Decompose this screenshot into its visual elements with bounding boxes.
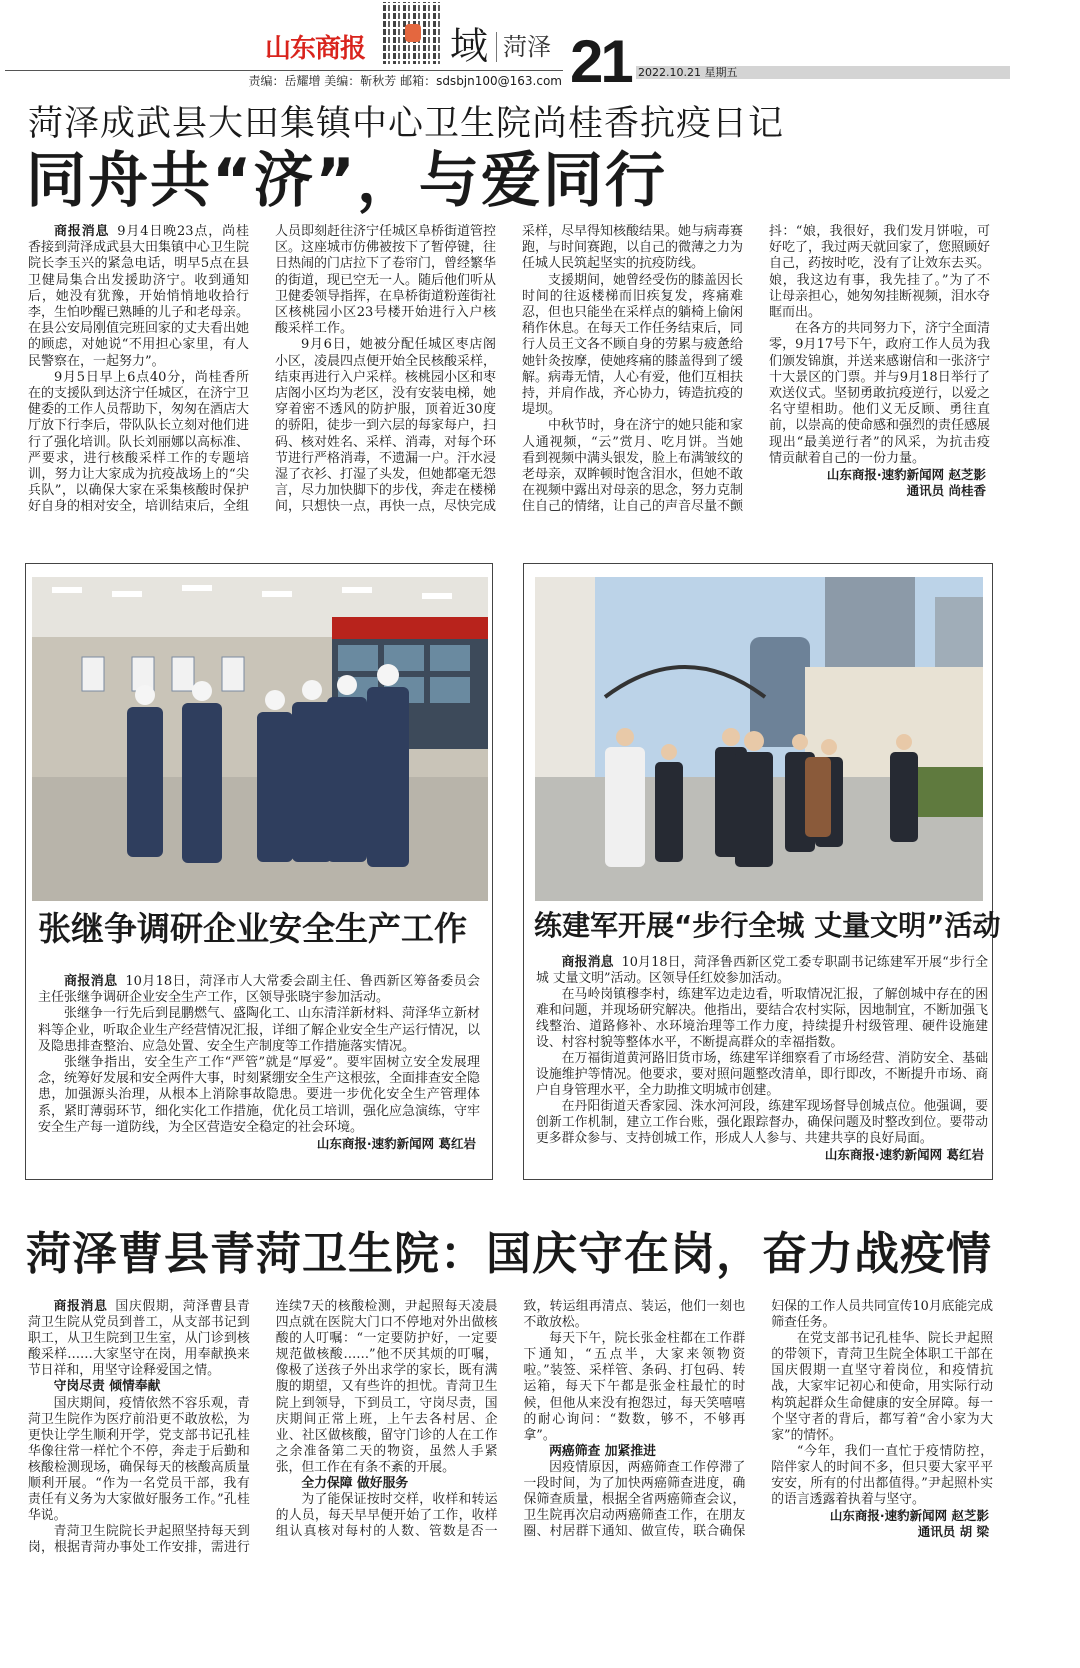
paragraph: 在各方的共同努力下，济宁全面清零，9月17号下午，政府工作人员为我们颁发锦旗，并送来感谢信和一张济宁十大景区的门票。并与9月18日举行了欢送仪式。坚韧勇敢抗疫逆行，以爱之名守望相助。他们义无反顾、勇往直前，以崇高的使命感和强烈的责任感展现出“最美逆行者”的风采，为抗击疫情贡献着自己的一份力量。	[769, 321, 990, 466]
paragraph	[28, 224, 249, 370]
newspaper-logo: 山东商报	[265, 34, 366, 64]
editors-line: 责编：岳耀增 美编：靳秋芳 邮箱：sdsbjn100@163.com	[248, 74, 562, 88]
byline-correspondent: 通讯员 胡 梁	[917, 1524, 989, 1540]
lead-tag: 商报消息	[64, 974, 118, 989]
lead-tag: 商报消息	[561, 955, 614, 970]
paragraph	[536, 955, 988, 987]
section-heading: 全力保障 做好服务	[301, 1476, 409, 1492]
article2-photo	[32, 577, 488, 901]
paragraph	[38, 974, 480, 1006]
paragraph: 在万福街道黄河路旧货市场，练建军详细察看了市场经营、消防安全、基础设施维护等情况。他要求，要对照问题整改清单，即行即改，不断提升市场、商户自身管理水平，全力助推文明城市创建。	[536, 1051, 988, 1098]
lead-tag: 商报消息	[54, 224, 110, 239]
paragraph-text: 10月18日，菏泽市人大常委会副主任、鲁西新区筹备委员会主任张继争调研企业安全生产工作，区领导张晓宇参加活动。	[38, 974, 480, 1006]
paragraph: 青菏卫生院院长尹起照坚持每天到岗，根据青菏办事处工作安排，需进行连续7天的核酸检测，尹起照每天凌晨四点就在医院大门口不停地对外出做核酸的人叮嘱：“一定要防护好，一定要规范做核酸……”他不厌其烦的叮嘱，像极了送孩子外出求学的家长，既有满腹的期望，又有些许的担忧。青菏卫生院上到领导，下到员工，守岗尽责，国庆期间正常上班，上午去各村居、企业、社区做核酸，留守门诊的人在工作之余准备第二天的物资，虽然人手紧张，但工作在有条不紊的开展。	[28, 1299, 498, 1556]
article1-subtitle: 菏泽成武县大田集镇中心卫生院尚桂香抗疫日记	[28, 104, 785, 144]
article2-body	[38, 974, 480, 1152]
header-rule	[5, 70, 563, 71]
article3-box	[523, 563, 1001, 1180]
section-name: 域	[450, 24, 489, 68]
paragraph: 9月5日早上6点40分，尚桂香所在的支援队到达济宁任城区，在济宁卫健委的工作人员帮助下，匆匆在酒店大厅放下行李后，带队队长立刻对他们进行了强化培训。队长刘丽娜以高标准、严要求，进行核酸采样工作的专题培训，努力让大家成为抗疫战场上的“尖兵队”，以确保大家在采集核酸时保护好自身的相对安全，培训结束后，全组人员即刻赶往济宁任城区阜桥街道管控区。这座城市仿佛被按下了暂停键，往日热闹的门店拉下了卷帘门，曾经繁华的街道，现已空无一人。随后他们听从卫健委领导指挥，在阜桥街道粉莲街社区核桃园小区23号楼开始进行入户核酸采样工作。	[28, 224, 497, 515]
paragraph-text: 10月18日，菏泽鲁西新区党工委专职副书记练建军开展“步行全城 丈量文明”活动。区领导任红姣参加活动。	[536, 955, 989, 986]
paragraph: 在丹阳街道天香家园、洙水河河段，练建军现场督导创城点位。他强调，要创新工作机制，建立工作台账，强化跟踪督办，确保问题及时整改到位。要带动更多群众参与、支持创城工作，形成人人参与、共建共享的良好局面。	[536, 1099, 988, 1146]
section-heading: 守岗尽责 倾情奉献	[53, 1379, 161, 1395]
article2-box	[25, 563, 493, 1180]
paragraph: “今年，我们一直忙于疫情防控，陪伴家人的时间不多，但只要大家平平安安，所有的付出都值得。”尹起照朴实的语言透露着执着与坚守。	[771, 1443, 993, 1508]
paragraph	[28, 1299, 250, 1379]
section-heading: 两癌筛查 加紧推进	[549, 1443, 656, 1459]
issue-date: 2022.10.21 星期五	[636, 66, 1010, 79]
article4-title: 菏泽曹县青菏卫生院：国庆守在岗，奋力战疫情	[26, 1227, 993, 1280]
paragraph: 在马岭岗镇穆李村，练建军边走边看，听取情况汇报，了解创城中存在的困难和问题，并现场研究解决。他指出，要结合农村实际，因地制宜，不断加强飞线整治、道路修补、水环境治理等工作力度，持续提升村级管理、硬件设施建设、村容村貌等整体水平，不断提高群众的幸福指数。	[536, 987, 988, 1050]
byline: 山东商报·速豹新闻网 葛红岩	[824, 1147, 984, 1162]
paragraph: 9月6日，她被分配任城区枣店阁小区，凌晨四点便开始全民核酸采样，结束再进行入户采样。核桃园小区和枣店阁小区均为老区，没有安装电梯，她穿着密不透风的防护服，顶着近30度的骄阳，徒步一到六层的每家每户，扫码、核对姓名、采样、消毒，对每个环节进行严格消毒，不遗漏一户。汗水浸湿了衣衫、打湿了头发，但她都毫无怨言，尽力加快脚下的步伐，奔走在楼梯间，只想快一点，再快一点，尽快完成采样，尽早得知核酸结果。她与病毒赛跑，与时间赛跑，以自己的微薄之力为任城人民筑起坚实的抗疫防线。	[275, 224, 744, 515]
paragraph: 为了能保证按时交样，收样和转运的人员，每天早早便开始了工作，收样组认真核对每村的人数、管数是否一致，转运组再清点、装运，他们一刻也不敢放松。	[275, 1299, 746, 1540]
article1-body	[28, 224, 990, 524]
paragraph: 支援期间，她曾经受伤的膝盖因长时间的往返楼梯而旧疾复发，疼痛难忍，但也只能坐在采样点的躺椅上偷闲稍作休息。在每天工作任务结束后，同行人员王文各不顾自身的劳累与疲惫给她针灸按摩，使她疼痛的膝盖得到了缓解。病毒无情，人心有爱，他们互相扶持，并肩作战，齐心协力，铸造抗疫的堤坝。	[522, 272, 744, 418]
paragraph: 张继争一行先后到昆鹏燃气、盛陶化工、山东清洋新材料、菏泽华立新材料等企业，听取企业生产经营情况汇报，详细了解企业安全生产运行情况，以及隐患排查整治、应急处置、安全生产制度等工作措施落实情况。	[38, 1006, 481, 1054]
qr-code	[383, 2, 443, 64]
article3-photo	[535, 577, 983, 901]
byline: 山东商报·速豹新闻网 赵芝影	[829, 1508, 989, 1524]
article2-title: 张继争调研企业安全生产工作	[38, 909, 467, 948]
section-city: 菏泽	[496, 32, 551, 62]
page-number: 21	[570, 28, 631, 95]
article1-title: 同舟共“济”，与爱同行	[26, 146, 667, 216]
paragraph: 在党支部书记孔桂华、院长尹起照的带领下，青菏卫生院全体职工干部在国庆假期一直坚守着岗位，和疫情抗战，大家牢记初心和使命，用实际行动构筑起群众生命健康的安全屏障。每一个坚守者的背后，都写着“舍小家为大家”的情怀。	[771, 1331, 993, 1443]
paragraph-text: 国庆假期，菏泽曹县青菏卫生院从党员到普工，从支部书记到职工，从卫生院到卫生室，从门诊到核酸采样……大家坚守在岗，用奉献换来节日祥和，用坚守诠释爱国之情。	[28, 1299, 250, 1379]
paragraph-text: 9月4日晚23点，尚桂香接到菏泽成武县大田集镇中心卫生院院长李玉兴的紧急电话，明早5点在县卫健局集合出发援助济宁。收到通知后，她没有犹豫，开始悄悄地收拾行李，生怕吵醒已熟睡的儿子和老母亲。在县公安局刚值完班回家的丈夫看出她的顾虑，对她说“不用担心家里，有人民警察在，一起努力”。	[28, 224, 250, 369]
paragraph: 国庆期间，疫情依然不容乐观，青菏卫生院作为医疗前沿更不敢放松，为更快让学生顺利开学，党支部书记孔桂华像往常一样忙个不停，奔走于后勤和核酸检测现场，确保每天的核酸高质量顺利开展。“作为一名党员干部，我有责任有义务为大家做好服务工作。”孔桂华说。	[28, 1395, 250, 1524]
paragraph: 中秋节时，身在济宁的她只能和家人通视频，“云”赏月、吃月饼。当她看到视频中满头银发，脸上布满皱纹的老母亲，双眸顿时饱含泪水，但她不敢在视频中露出对母亲的思念，努力克制住自己的情绪，让自己的声音尽量不颤抖：“娘，我很好，我们发月饼啦，可好吃了，我过两天就回家了，您照顾好自己，药按时吃，没有了让效东去买。娘，我这边有事，我先挂了。”为了不让母亲担心，她匆匆挂断视频，泪水夺眶而出。	[522, 224, 990, 515]
article3-body	[536, 955, 988, 1163]
article4-body	[28, 1299, 993, 1569]
paragraph: 张继争指出，安全生产工作“严管”就是“厚爱”。要牢固树立安全发展理念，统筹好发展和安全两件大事，时刻紧绷安全生产这根弦，全面排查安全隐患，加强源头治理，从根本上消除事故隐患。要进一步优化安全生产管理体系，紧盯薄弱环节，细化实化工作措施，优化员工培训，强化应急演练，守牢安全生产每一道防线，为全区营造安全稳定的社会环境。	[38, 1055, 481, 1135]
byline: 山东商报·速豹新闻网 葛红岩	[316, 1136, 476, 1152]
byline-correspondent: 通讯员 尚桂香	[906, 483, 986, 499]
article3-title: 练建军开展“步行全城 丈量文明”活动	[534, 909, 1001, 942]
paragraph: 因疫情原因，两癌筛查工作停滞了一段时间，为了加快两癌筛查进度，确保筛查质量，根据全省两癌筛查会议，卫生院再次启动两癌筛查工作，在朋友圈、村居群下通知、做宣传，联合确保妇保的工作人员共同宣传10月底能完成筛查任务。	[523, 1299, 993, 1540]
paragraph: 每天下午，院长张金柱都在工作群下通知，“五点半，大家来领物资啦。”装签、采样管、条码、打包码、转运箱，每天下午都是张金柱最忙的时候，但他从来没有抱怨过，每天笑嘻嘻的耐心询问：“数数，够不，不够再拿”。	[523, 1331, 746, 1443]
byline: 山东商报·速豹新闻网 赵芝影	[826, 467, 986, 483]
lead-tag: 商报消息	[53, 1299, 108, 1314]
